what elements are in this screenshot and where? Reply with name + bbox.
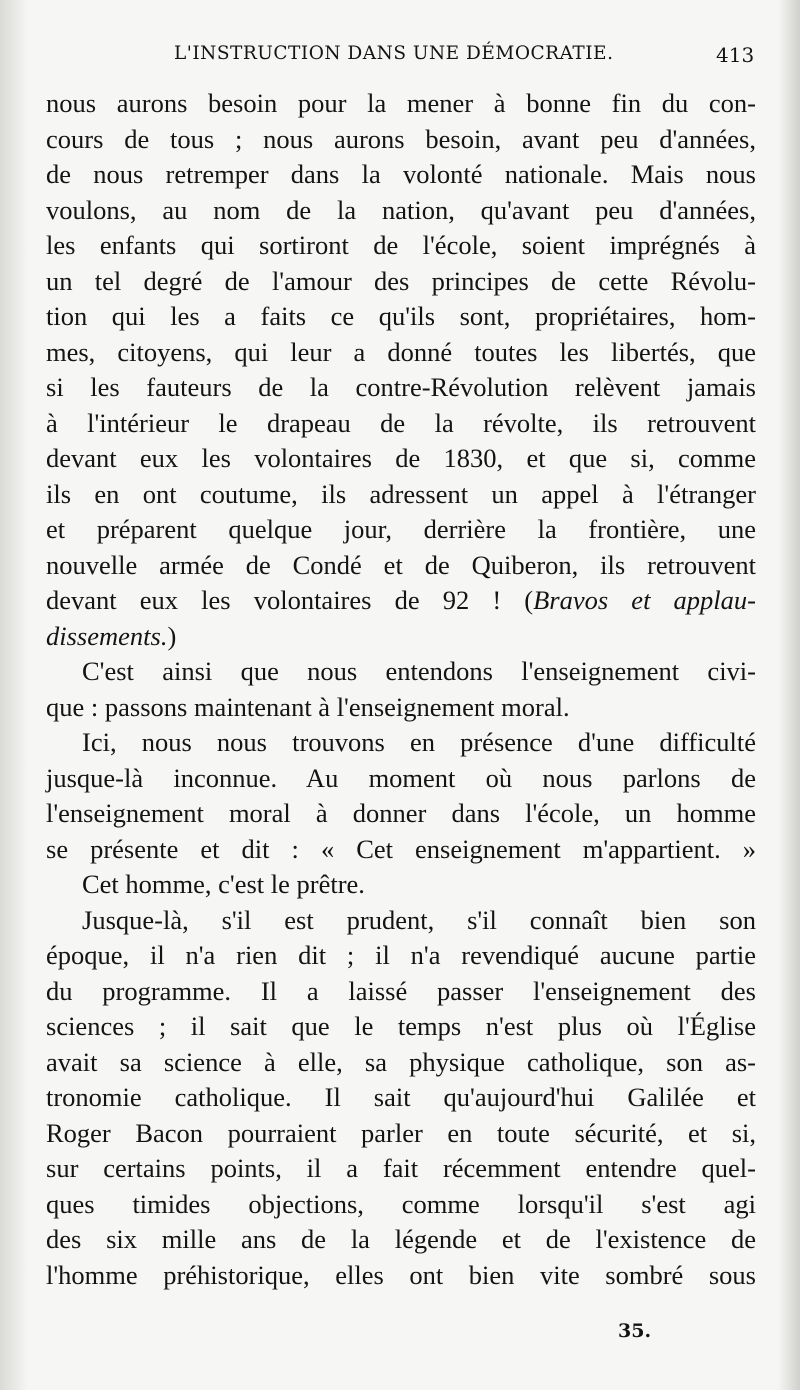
text-line: nouvelle armée de Condé et de Quiberon, ils retrouvent (46, 549, 756, 580)
text-line: l'homme préhistorique, elles ont bien vite sombré sous (46, 1259, 756, 1290)
text-run: devant eux les volontaires de 92 ! ( (46, 585, 534, 615)
body-text (46, 86, 756, 1293)
text-run: ) (167, 620, 177, 651)
italic-run: dissements. (46, 620, 168, 651)
text-line: nous aurons besoin pour la mener à bonne fin du con- (46, 88, 756, 118)
paragraph-start-line: Cet homme, c'est le prêtre. (82, 869, 365, 899)
text-line: des six mille ans de la légende et de l'existence de (46, 1224, 756, 1254)
text-line: que : passons maintenant à l'enseignement moral. (46, 691, 570, 722)
text-line: de nous retremper dans la volonté nationale. Mais nous (46, 159, 756, 189)
text-line: si les fauteurs de la contre-Révolution relèvent jamais (46, 372, 756, 402)
text-line: cours de tous ; nous aurons besoin, avant peu d'années, (46, 123, 756, 154)
text-line: et préparent quelque jour, derrière la frontière, une (46, 514, 756, 544)
text-line: jusque-là inconnue. Au moment où nous parlons de (46, 762, 756, 793)
text-line: époque, il n'a rien dit ; il n'a revendiqué aucune partie (46, 940, 756, 970)
paragraph-start-line: Ici, nous nous trouvons en présence d'une difficulté (82, 727, 756, 757)
text-line: à l'intérieur le drapeau de la révolte, ils retrouvent (46, 407, 756, 438)
paragraph-start-line: Jusque-là, s'il est prudent, s'il connaît bien son (82, 904, 756, 935)
signature-mark: 35. (618, 1320, 652, 1342)
text-line: l'enseignement moral à donner dans l'école, un homme (46, 798, 756, 828)
text-line: avait sa science à elle, sa physique catholique, son as- (46, 1046, 756, 1077)
text-line-mixed (46, 619, 756, 655)
text-line: se présente et dit : « Cet enseignement m'appartient. » (46, 833, 756, 864)
italic-run: Bravos et applau- (533, 585, 756, 615)
text-line: du programme. Il a laissé passer l'enseignement des (46, 975, 756, 1006)
text-line: Roger Bacon pourraient parler en toute sécurité, et si, (46, 1117, 756, 1148)
running-title: L'INSTRUCTION DANS UNE DÉMOCRATIE. (174, 43, 614, 64)
text-line: mes, citoyens, qui leur a donné toutes les libertés, que (46, 336, 756, 367)
text-line: voulons, au nom de la nation, qu'avant peu d'années, (46, 194, 756, 225)
page-number: 413 (716, 43, 755, 67)
text-line: un tel degré de l'amour des principes de cette Révolu- (46, 265, 756, 296)
text-line: ils en ont coutume, ils adressent un appel à l'étranger (46, 478, 756, 509)
running-head (0, 43, 800, 73)
paragraph-start-line: C'est ainsi que nous entendons l'enseignement civi- (82, 656, 756, 686)
text-line: tronomie catholique. Il sait qu'aujourd'hui Galilée et (46, 1082, 756, 1112)
text-line-mixed (46, 583, 756, 619)
text-line: les enfants qui sortiront de l'école, soient imprégnés à (46, 230, 756, 260)
text-line: ques timides objections, comme lorsqu'il s'est agi (46, 1188, 756, 1219)
text-line: devant eux les volontaires de 1830, et que si, comme (46, 443, 756, 473)
text-line: sciences ; il sait que le temps n'est plus où l'Église (46, 1011, 756, 1041)
text-line: tion qui les a faits ce qu'ils sont, propriétaires, hom- (46, 301, 756, 331)
text-line: sur certains points, il a fait récemment entendre quel- (46, 1153, 756, 1183)
